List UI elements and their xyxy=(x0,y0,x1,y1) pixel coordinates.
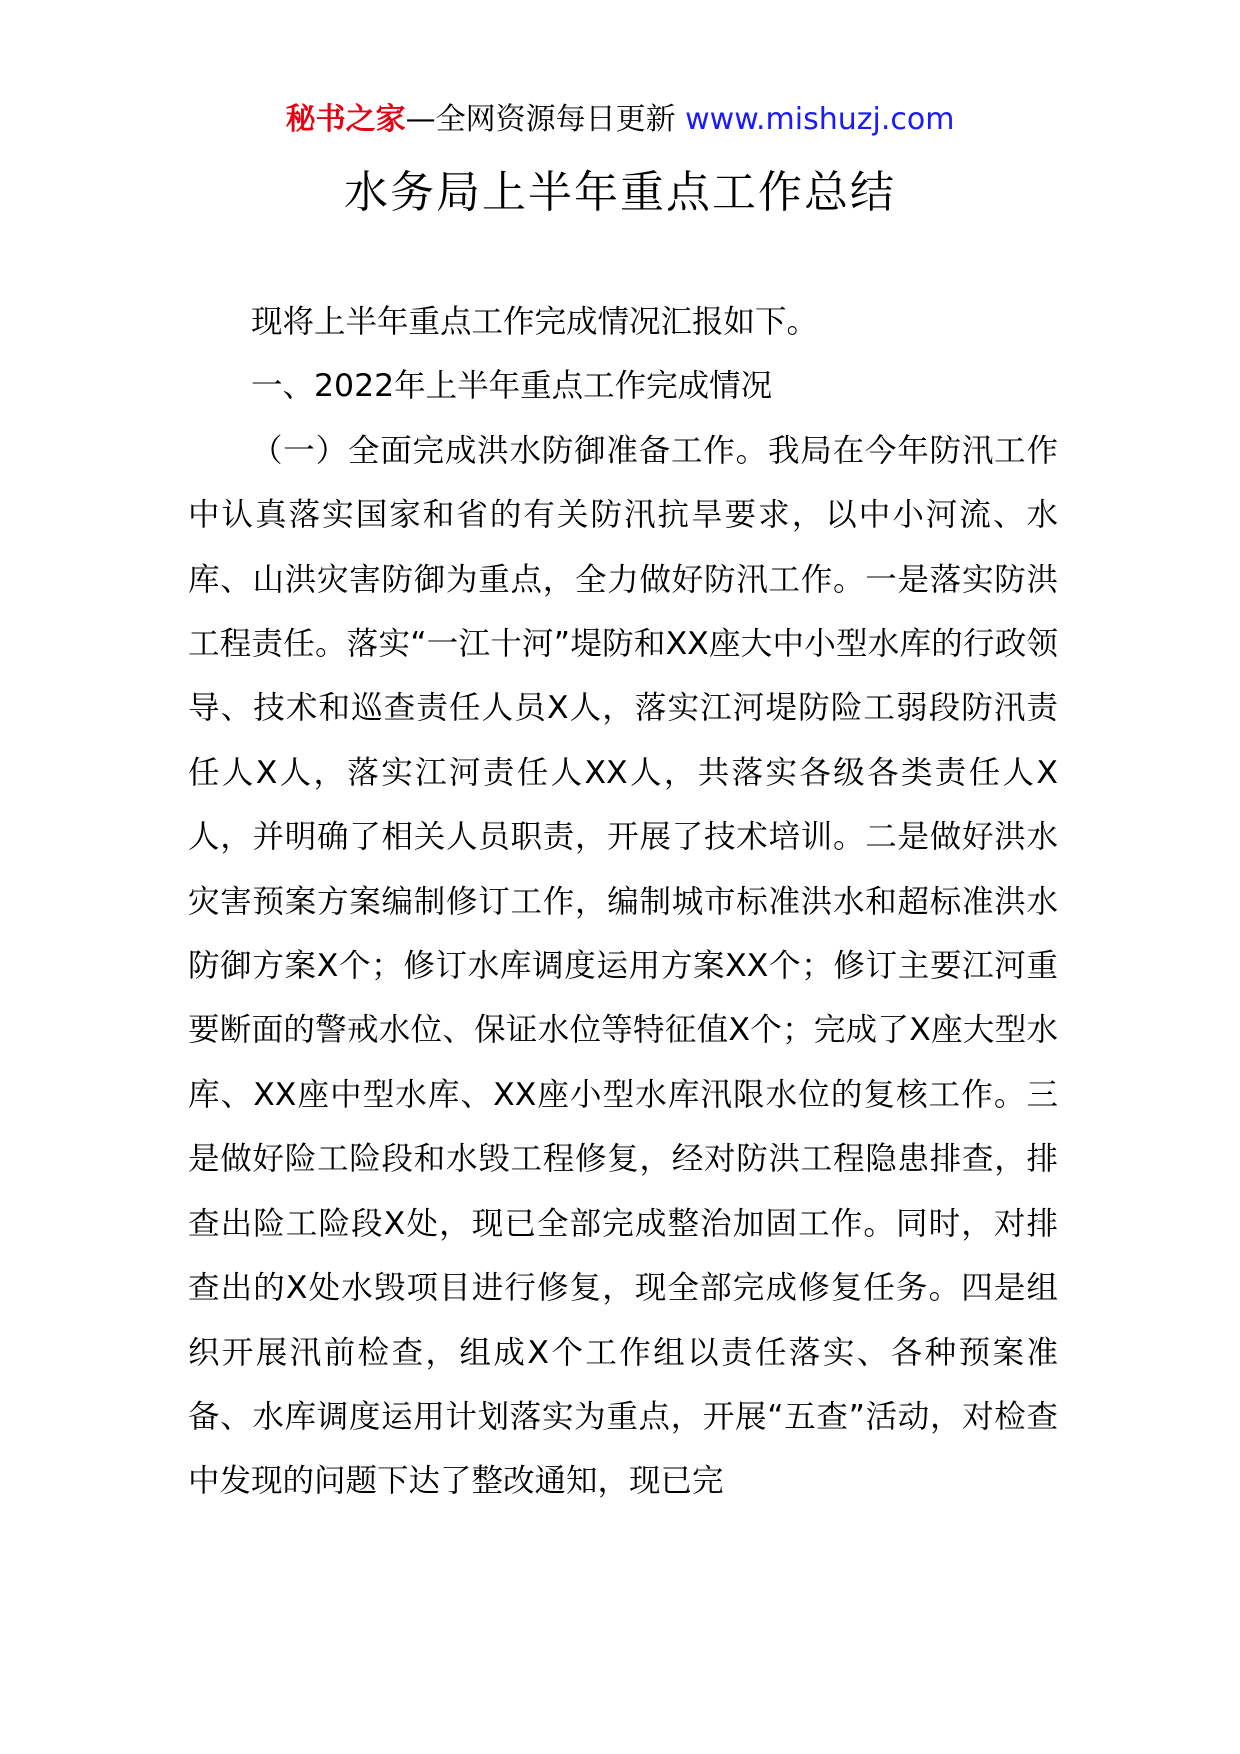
document-body xyxy=(188,290,1058,1514)
document-title: 水务局上半年重点工作总结 xyxy=(344,167,896,218)
site-url-link[interactable]: www.mishuzj.com xyxy=(685,102,955,137)
section-heading: 一、2022年上半年重点工作完成情况 xyxy=(251,368,773,405)
header-tagline: —全网资源每日更新 xyxy=(405,102,676,137)
section-one-paragraph: （一）全面完成洪水防御准备工作。我局在今年防汛工作中认真落实国家和省的有关防汛抗旱要求，以中小河流、水库、山洪灾害防御为重点，全力做好防汛工作。一是落实防洪工程责任。落实“一江十河”堤防和XX座大中小型水库的行政领导、技术和巡查责任人员X人，落实江河堤防险工弱段防汛责任人X人，落实江河责任人XX人，共落实各级各类责任人X人，并明确了相关人员职责，开展了技术培训。二是做好洪水灾害预案方案编制修订工作，编制城市标准洪水和超标准洪水防御方案X个；修订水库调度运用方案XX个；修订主要江河重要断面的警戒水位、保证水位等特征值X个；完成了X座大型水库、XX座中型水库、XX座小型水库汛限水位的复核工作。三是做好险工险段和水毁工程修复，经对防洪工程隐患排查，排查出险工险段X处，现已全部完成整治加固工作。同时，对排查出的X处水毁项目进行修复，现全部完成修复任务。四是组织开展汛前检查，组成X个工作组以责任落实、各种预案准备、水库调度运用计划落实为重点，开展“五查”活动，对检查中发现的问题下达了整改通知，现已完 xyxy=(188,432,1058,1500)
site-header xyxy=(0,100,1240,140)
brand-name: 秘书之家 xyxy=(285,102,406,137)
intro-paragraph: 现将上半年重点工作完成情况汇报如下。 xyxy=(251,304,819,340)
